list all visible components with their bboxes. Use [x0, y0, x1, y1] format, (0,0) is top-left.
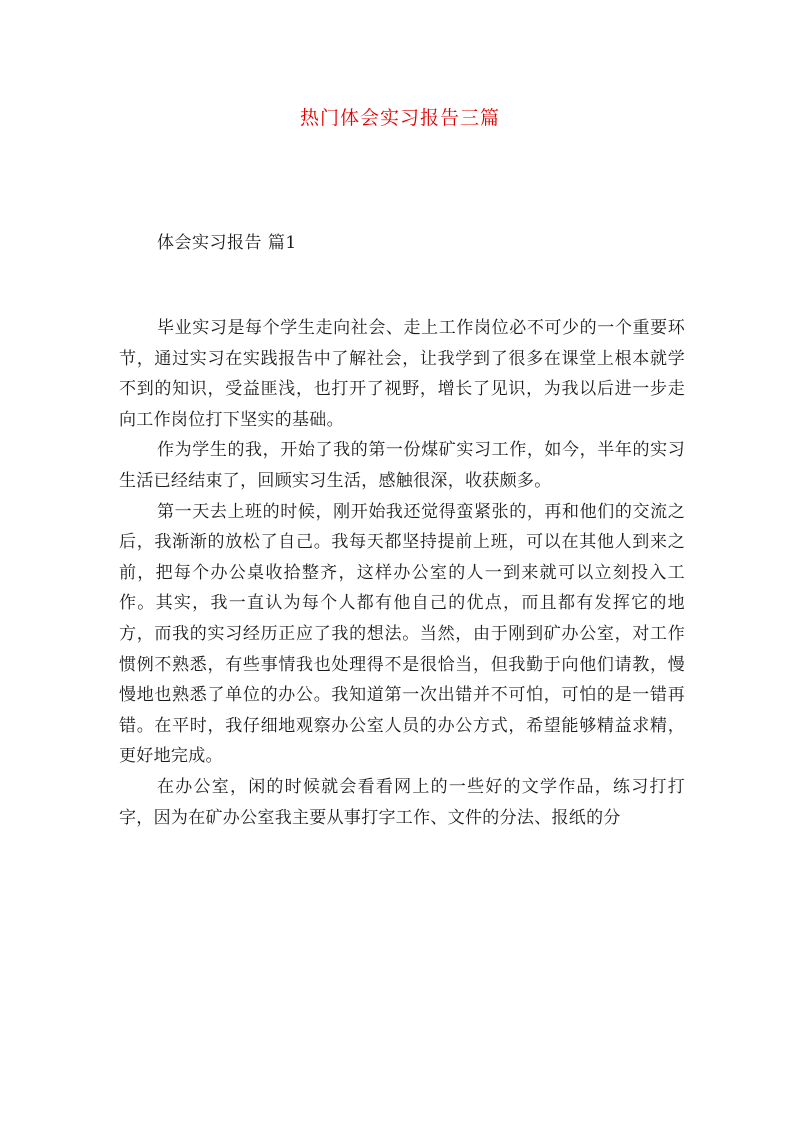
paragraph: 毕业实习是每个学生走向社会、走上工作岗位必不可少的一个重要环节，通过实习在实践报告中了解社会，让我学到了很多在课堂上根本就学不到的知识，受益匪浅，也打开了视野，增长了见识，为我以后进一步走向工作岗位打下坚实的基础。 — [119, 318, 685, 430]
body-text — [119, 313, 685, 833]
paragraph: 在办公室，闲的时候就会看看网上的一些好的文学作品，练习打打字，因为在矿办公室我主要从事打字工作、文件的分法、报纸的分 — [119, 776, 685, 828]
paragraph: 第一天去上班的时候，刚开始我还觉得蛮紧张的，再和他们的交流之后，我渐渐的放松了自己。我每天都坚持提前上班，可以在其他人到来之前，把每个办公桌收拾整齐，这样办公室的人一到来就可以立刻投入工作。其实，我一直认为每个人都有他自己的优点，而且都有发挥它的地方，而我的实习经历正应了我的想法。当然，由于刚到矿办公室，对工作惯例不熟悉，有些事情我也处理得不是很恰当，但我勤于向他们请教，慢慢地也熟悉了单位的办公。我知道第一次出错并不可怕，可怕的是一错再错。在平时，我仔细地观察办公室人员的办公方式，希望能够精益求精，更好地完成。 — [119, 501, 685, 767]
document-title: 热门体会实习报告三篇 — [299, 107, 500, 129]
paragraph: 作为学生的我，开始了我的第一份煤矿实习工作，如今，半年的实习生活已经结束了，回顾实习生活，感触很深，收获颇多。 — [119, 440, 685, 491]
section-heading: 体会实习报告 篇1 — [157, 233, 297, 253]
